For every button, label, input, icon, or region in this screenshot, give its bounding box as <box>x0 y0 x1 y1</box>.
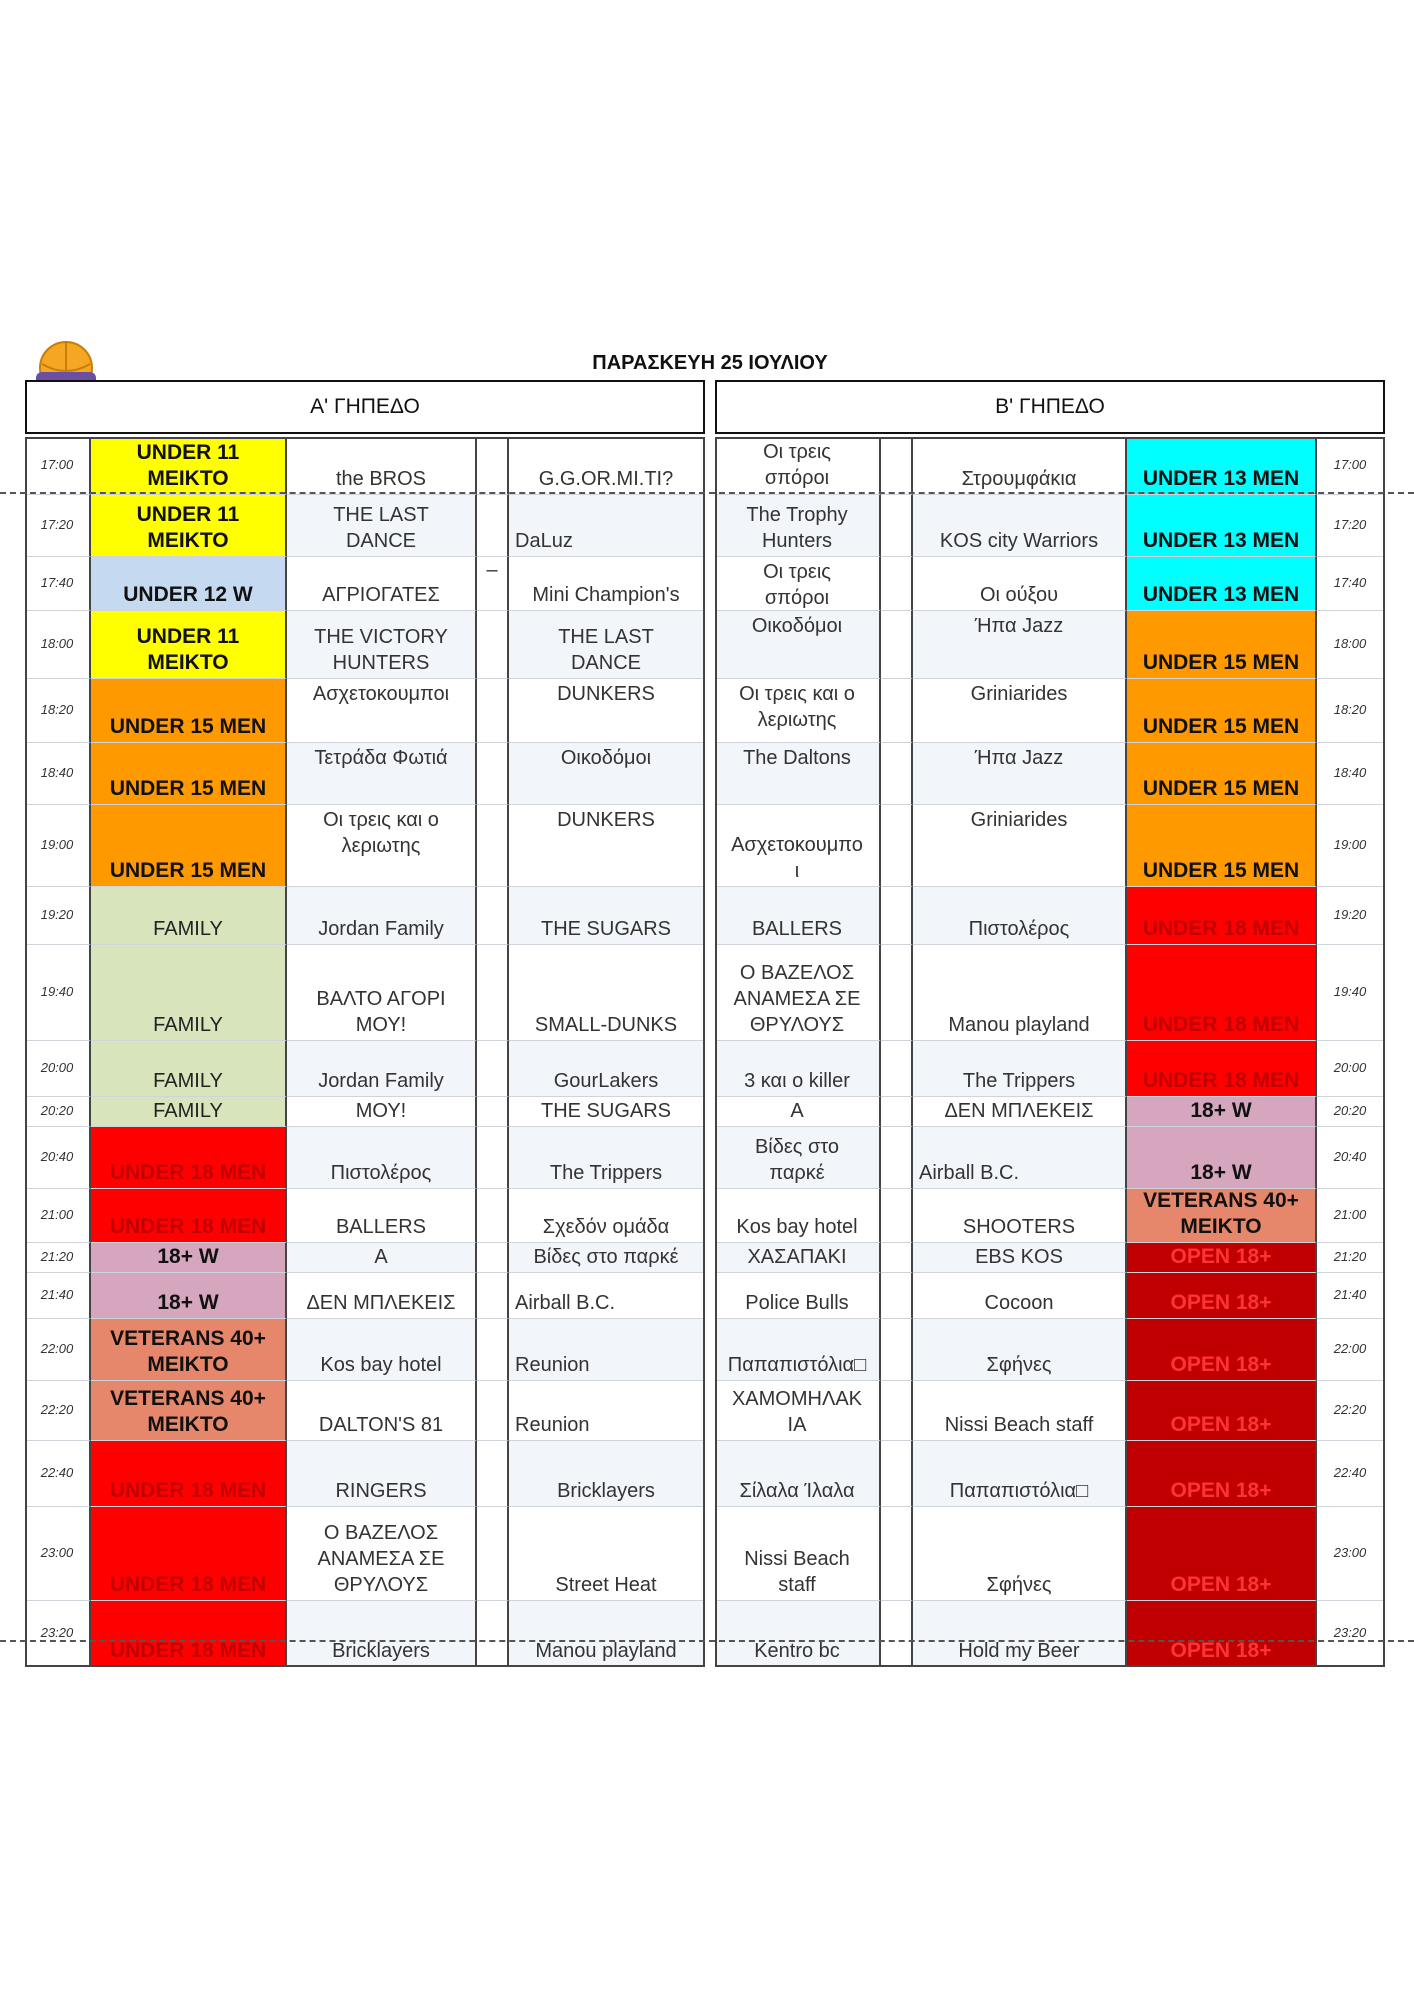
time-left-16: 22:20 <box>25 1381 91 1441</box>
court-b-category-4: UNDER 15 MEN <box>1127 679 1317 743</box>
match-cell-a3-19: Manou playland <box>509 1601 705 1667</box>
match-cell-a1-10: ΜΟΥ! <box>287 1097 477 1127</box>
court-a-category-0: UNDER 11 ΜΕΙΚΤΟ <box>91 437 287 495</box>
match-cell-a2-13 <box>477 1243 509 1273</box>
match-cell-b2-17 <box>881 1441 913 1507</box>
match-cell-b2-3 <box>881 611 913 679</box>
match-cell-a2-2: – <box>477 557 509 611</box>
time-right-3: 18:00 <box>1317 611 1385 679</box>
match-cell-b1-7: BALLERS <box>715 887 881 945</box>
match-cell-a1-15: Kos bay hotel <box>287 1319 477 1381</box>
court-a-category-7: FAMILY <box>91 887 287 945</box>
court-b-category-6: UNDER 15 MEN <box>1127 805 1317 887</box>
time-right-9: 20:00 <box>1317 1041 1385 1097</box>
match-cell-a1-18: Ο ΒΑΖΕΛΟΣ ΑΝΑΜΕΣΑ ΣΕ ΘΡΥΛΟΥΣ <box>287 1507 477 1601</box>
time-right-19: 23:20 <box>1317 1601 1385 1667</box>
time-right-17: 22:40 <box>1317 1441 1385 1507</box>
match-cell-a3-10: THE SUGARS <box>509 1097 705 1127</box>
match-cell-b1-10: Α <box>715 1097 881 1127</box>
match-cell-b2-14 <box>881 1273 913 1319</box>
court-b-category-14: OPEN 18+ <box>1127 1273 1317 1319</box>
match-cell-b2-18 <box>881 1507 913 1601</box>
match-cell-a3-1: DaLuz <box>509 495 705 557</box>
match-cell-b1-5: The Daltons <box>715 743 881 805</box>
match-cell-a2-18 <box>477 1507 509 1601</box>
match-cell-a2-19 <box>477 1601 509 1667</box>
match-cell-b1-8: Ο ΒΑΖΕΛΟΣ ΑΝΑΜΕΣΑ ΣΕ ΘΡΥΛΟΥΣ <box>715 945 881 1041</box>
court-b-category-10: 18+ W <box>1127 1097 1317 1127</box>
match-cell-b3-15: Σφήνες <box>913 1319 1127 1381</box>
court-a-category-19: UNDER 18 MEN <box>91 1601 287 1667</box>
match-cell-a3-5: Οικοδόμοι <box>509 743 705 805</box>
time-right-18: 23:00 <box>1317 1507 1385 1601</box>
match-cell-b3-7: Πιστολέρος <box>913 887 1127 945</box>
match-cell-a2-11 <box>477 1127 509 1189</box>
match-cell-a3-13: Βίδες στο παρκέ <box>509 1243 705 1273</box>
match-cell-b2-10 <box>881 1097 913 1127</box>
match-cell-b1-9: 3 και ο killer <box>715 1041 881 1097</box>
court-a-category-18: UNDER 18 MEN <box>91 1507 287 1601</box>
match-cell-a3-8: SMALL-DUNKS <box>509 945 705 1041</box>
time-left-10: 20:20 <box>25 1097 91 1127</box>
match-cell-b1-15: Παπαπιστόλια□ <box>715 1319 881 1381</box>
time-left-17: 22:40 <box>25 1441 91 1507</box>
page-break-line-bottom <box>0 1640 1414 1642</box>
match-cell-b3-3: Ήπα Jazz <box>913 611 1127 679</box>
time-right-10: 20:20 <box>1317 1097 1385 1127</box>
match-cell-a2-6 <box>477 805 509 887</box>
time-right-6: 19:00 <box>1317 805 1385 887</box>
match-cell-a3-12: Σχεδόν ομάδα <box>509 1189 705 1243</box>
match-cell-a3-9: GourLakers <box>509 1041 705 1097</box>
court-a-category-14: 18+ W <box>91 1273 287 1319</box>
match-cell-a2-14 <box>477 1273 509 1319</box>
time-right-15: 22:00 <box>1317 1319 1385 1381</box>
time-left-7: 19:20 <box>25 887 91 945</box>
match-cell-b3-13: EBS KOS <box>913 1243 1127 1273</box>
match-cell-a1-12: BALLERS <box>287 1189 477 1243</box>
time-left-5: 18:40 <box>25 743 91 805</box>
court-b-category-11: 18+ W <box>1127 1127 1317 1189</box>
match-cell-b1-0: Οι τρεις σπόροι <box>715 437 881 495</box>
match-cell-a3-4: DUNKERS <box>509 679 705 743</box>
match-cell-a2-4 <box>477 679 509 743</box>
time-left-2: 17:40 <box>25 557 91 611</box>
match-cell-a1-2: ΑΓΡΙΟΓΑΤΕΣ <box>287 557 477 611</box>
match-cell-b2-12 <box>881 1189 913 1243</box>
time-left-8: 19:40 <box>25 945 91 1041</box>
schedule-table <box>25 437 1385 1667</box>
match-cell-b2-6 <box>881 805 913 887</box>
time-right-7: 19:20 <box>1317 887 1385 945</box>
match-cell-a1-14: ΔΕΝ ΜΠΛΕΚΕΙΣ <box>287 1273 477 1319</box>
court-a-category-1: UNDER 11 ΜΕΙΚΤΟ <box>91 495 287 557</box>
match-cell-a1-0: the BROS <box>287 437 477 495</box>
time-left-13: 21:20 <box>25 1243 91 1273</box>
time-left-0: 17:00 <box>25 437 91 495</box>
match-cell-a1-13: Α <box>287 1243 477 1273</box>
match-cell-b2-11 <box>881 1127 913 1189</box>
match-cell-b3-5: Ήπα Jazz <box>913 743 1127 805</box>
time-right-4: 18:20 <box>1317 679 1385 743</box>
court-a-category-4: UNDER 15 MEN <box>91 679 287 743</box>
court-b-category-0: UNDER 13 MEN <box>1127 437 1317 495</box>
match-cell-a1-9: Jordan Family <box>287 1041 477 1097</box>
court-a-category-10: FAMILY <box>91 1097 287 1127</box>
court-a-category-17: UNDER 18 MEN <box>91 1441 287 1507</box>
match-cell-a1-4: Ασχετοκουμποι <box>287 679 477 743</box>
match-cell-a2-1 <box>477 495 509 557</box>
match-cell-b2-7 <box>881 887 913 945</box>
match-cell-a2-8 <box>477 945 509 1041</box>
match-cell-b1-1: The Trophy Hunters <box>715 495 881 557</box>
court-a-category-8: FAMILY <box>91 945 287 1041</box>
match-cell-b1-19: Kentro bc <box>715 1601 881 1667</box>
court-a-category-13: 18+ W <box>91 1243 287 1273</box>
match-cell-b1-16: ΧΑΜΟΜΗΛΑΚ ΙΑ <box>715 1381 881 1441</box>
time-left-9: 20:00 <box>25 1041 91 1097</box>
court-a-category-15: VETERANS 40+ ΜΕΙΚΤΟ <box>91 1319 287 1381</box>
match-cell-a2-3 <box>477 611 509 679</box>
time-left-15: 22:00 <box>25 1319 91 1381</box>
match-cell-b3-19: Hold my Beer <box>913 1601 1127 1667</box>
match-cell-a3-7: THE SUGARS <box>509 887 705 945</box>
match-cell-b1-12: Kos bay hotel <box>715 1189 881 1243</box>
court-b-category-16: OPEN 18+ <box>1127 1381 1317 1441</box>
match-cell-a1-5: Τετράδα Φωτιά <box>287 743 477 805</box>
time-left-3: 18:00 <box>25 611 91 679</box>
time-right-5: 18:40 <box>1317 743 1385 805</box>
match-cell-a2-9 <box>477 1041 509 1097</box>
court-b-header: Β' ΓΗΠΕΔΟ <box>715 380 1385 434</box>
match-cell-b3-14: Cocoon <box>913 1273 1127 1319</box>
match-cell-a3-16: Reunion <box>509 1381 705 1441</box>
court-a-category-11: UNDER 18 MEN <box>91 1127 287 1189</box>
match-cell-a2-15 <box>477 1319 509 1381</box>
match-cell-a2-5 <box>477 743 509 805</box>
time-right-0: 17:00 <box>1317 437 1385 495</box>
match-cell-b1-18: Nissi Beach staff <box>715 1507 881 1601</box>
court-b-category-2: UNDER 13 MEN <box>1127 557 1317 611</box>
match-cell-b2-0 <box>881 437 913 495</box>
match-cell-b3-10: ΔΕΝ ΜΠΛΕΚΕΙΣ <box>913 1097 1127 1127</box>
match-cell-b3-6: Griniarides <box>913 805 1127 887</box>
time-right-14: 21:40 <box>1317 1273 1385 1319</box>
match-cell-a1-8: ΒΑΛΤΟ ΑΓΟΡΙ ΜΟΥ! <box>287 945 477 1041</box>
match-cell-a3-6: DUNKERS <box>509 805 705 887</box>
time-right-2: 17:40 <box>1317 557 1385 611</box>
court-a-category-16: VETERANS 40+ ΜΕΙΚΤΟ <box>91 1381 287 1441</box>
match-cell-b1-6: Ασχετοκουμπο ι <box>715 805 881 887</box>
match-cell-b2-16 <box>881 1381 913 1441</box>
match-cell-b2-5 <box>881 743 913 805</box>
court-b-category-18: OPEN 18+ <box>1127 1507 1317 1601</box>
match-cell-b3-11: Airball B.C. <box>913 1127 1127 1189</box>
court-b-category-7: UNDER 18 MEN <box>1127 887 1317 945</box>
match-cell-b2-2 <box>881 557 913 611</box>
match-cell-a3-11: The Trippers <box>509 1127 705 1189</box>
match-cell-b2-4 <box>881 679 913 743</box>
court-b-category-19: OPEN 18+ <box>1127 1601 1317 1667</box>
match-cell-b3-0: Στρουμφάκια <box>913 437 1127 495</box>
court-b-category-15: OPEN 18+ <box>1127 1319 1317 1381</box>
match-cell-a1-1: THE LAST DANCE <box>287 495 477 557</box>
match-cell-b3-12: SHOOTERS <box>913 1189 1127 1243</box>
time-left-18: 23:00 <box>25 1507 91 1601</box>
match-cell-a1-19: Bricklayers <box>287 1601 477 1667</box>
match-cell-a3-17: Bricklayers <box>509 1441 705 1507</box>
court-a-category-6: UNDER 15 MEN <box>91 805 287 887</box>
time-left-14: 21:40 <box>25 1273 91 1319</box>
match-cell-a3-18: Street Heat <box>509 1507 705 1601</box>
court-b-category-3: UNDER 15 MEN <box>1127 611 1317 679</box>
time-left-1: 17:20 <box>25 495 91 557</box>
match-cell-a2-0 <box>477 437 509 495</box>
match-cell-b1-11: Βίδες στο παρκέ <box>715 1127 881 1189</box>
match-cell-b3-17: Παπαπιστόλια□ <box>913 1441 1127 1507</box>
match-cell-b2-9 <box>881 1041 913 1097</box>
match-cell-a2-12 <box>477 1189 509 1243</box>
match-cell-a3-3: THE LAST DANCE <box>509 611 705 679</box>
time-right-11: 20:40 <box>1317 1127 1385 1189</box>
match-cell-a3-15: Reunion <box>509 1319 705 1381</box>
match-cell-a1-16: DALTON'S 81 <box>287 1381 477 1441</box>
match-cell-b2-19 <box>881 1601 913 1667</box>
page-title: ΠΑΡΑΣΚΕΥΗ 25 ΙΟΥΛΙΟΥ <box>592 352 828 374</box>
match-cell-a3-2: Mini Champion's <box>509 557 705 611</box>
match-cell-a2-17 <box>477 1441 509 1507</box>
match-cell-b3-2: Οι ούξου <box>913 557 1127 611</box>
match-cell-a2-16 <box>477 1381 509 1441</box>
match-cell-a3-14: Airball B.C. <box>509 1273 705 1319</box>
match-cell-b2-8 <box>881 945 913 1041</box>
time-left-11: 20:40 <box>25 1127 91 1189</box>
match-cell-a1-11: Πιστολέρος <box>287 1127 477 1189</box>
match-cell-b1-13: ΧΑΣΑΠΑΚΙ <box>715 1243 881 1273</box>
match-cell-b2-1 <box>881 495 913 557</box>
match-cell-b1-3: Οικοδόμοι <box>715 611 881 679</box>
time-left-19: 23:20 <box>25 1601 91 1667</box>
match-cell-b1-17: Σίλαλα Ίλαλα <box>715 1441 881 1507</box>
court-a-category-2: UNDER 12 W <box>91 557 287 611</box>
court-b-category-9: UNDER 18 MEN <box>1127 1041 1317 1097</box>
court-b-category-5: UNDER 15 MEN <box>1127 743 1317 805</box>
match-cell-b3-4: Griniarides <box>913 679 1127 743</box>
court-b-category-8: UNDER 18 MEN <box>1127 945 1317 1041</box>
court-a-category-3: UNDER 11 ΜΕΙΚΤΟ <box>91 611 287 679</box>
time-left-12: 21:00 <box>25 1189 91 1243</box>
court-b-category-1: UNDER 13 MEN <box>1127 495 1317 557</box>
match-cell-b3-16: Nissi Beach staff <box>913 1381 1127 1441</box>
match-cell-b2-13 <box>881 1243 913 1273</box>
time-right-13: 21:20 <box>1317 1243 1385 1273</box>
match-cell-b3-9: The Trippers <box>913 1041 1127 1097</box>
page-break-line-top <box>0 492 1414 494</box>
match-cell-a1-7: Jordan Family <box>287 887 477 945</box>
match-cell-a3-0: G.G.OR.MI.TI? <box>509 437 705 495</box>
court-a-category-5: UNDER 15 MEN <box>91 743 287 805</box>
court-b-category-12: VETERANS 40+ ΜΕΙΚΤΟ <box>1127 1189 1317 1243</box>
match-cell-b3-8: Manou playland <box>913 945 1127 1041</box>
time-left-6: 19:00 <box>25 805 91 887</box>
time-right-16: 22:20 <box>1317 1381 1385 1441</box>
court-a-category-9: FAMILY <box>91 1041 287 1097</box>
time-right-1: 17:20 <box>1317 495 1385 557</box>
court-a-category-12: UNDER 18 MEN <box>91 1189 287 1243</box>
court-a-header: Α' ΓΗΠΕΔΟ <box>25 380 705 434</box>
match-cell-a2-10 <box>477 1097 509 1127</box>
court-b-category-17: OPEN 18+ <box>1127 1441 1317 1507</box>
match-cell-b3-18: Σφήνες <box>913 1507 1127 1601</box>
match-cell-a1-6: Οι τρεις και ο λεριωτης <box>287 805 477 887</box>
match-cell-b3-1: KOS city Warriors <box>913 495 1127 557</box>
match-cell-b1-2: Οι τρεις σπόροι <box>715 557 881 611</box>
time-left-4: 18:20 <box>25 679 91 743</box>
court-b-category-13: OPEN 18+ <box>1127 1243 1317 1273</box>
time-right-12: 21:00 <box>1317 1189 1385 1243</box>
match-cell-b1-14: Police Bulls <box>715 1273 881 1319</box>
match-cell-a2-7 <box>477 887 509 945</box>
match-cell-b1-4: Οι τρεις και ο λεριωτης <box>715 679 881 743</box>
match-cell-b2-15 <box>881 1319 913 1381</box>
time-right-8: 19:40 <box>1317 945 1385 1041</box>
match-cell-a1-17: RINGERS <box>287 1441 477 1507</box>
match-cell-a1-3: THE VICTORY HUNTERS <box>287 611 477 679</box>
